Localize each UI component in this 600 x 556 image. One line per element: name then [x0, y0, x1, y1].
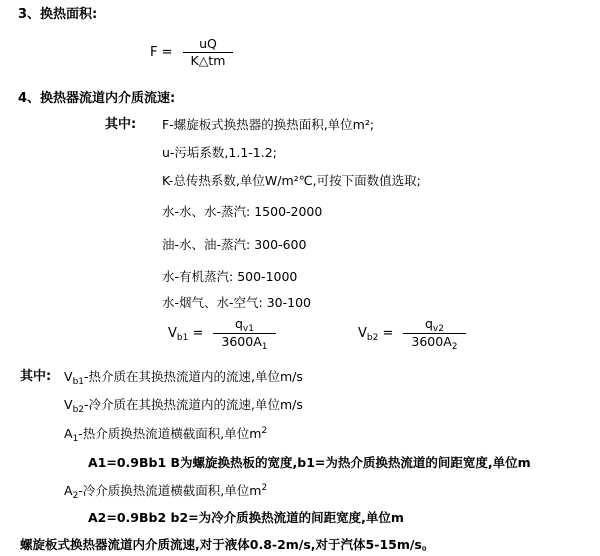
where2-item: $A_2-$冷介质换热流道横截面积,单位$m^2$ — [64, 483, 268, 501]
where2-item: $A_1-$热介质换热流道横截面积,单位$m^2$ — [64, 426, 268, 444]
section-4-heading: 4、换热器流道内介质流速: — [18, 91, 176, 106]
velocity-formula-lhs: $V_{b1}$ = — [168, 326, 204, 344]
where2-item: $V_{b1}-$热介质在其换热流道内的流速,单位m/s — [64, 369, 303, 387]
definition-item: K-总传热系数,单位W/m²℃,可按下面数值选取; — [162, 173, 421, 188]
where-label-1: 其中: — [105, 117, 137, 132]
definition-item: 油-水、油-蒸汽: 300-600 — [162, 237, 307, 252]
definition-item: F-螺旋板式换热器的换热面积,单位m²; — [162, 117, 375, 132]
definition-item: 水-有机蒸汽: 500-1000 — [162, 269, 298, 284]
formula-fraction — [183, 37, 234, 68]
velocity-formula-hot — [168, 318, 276, 351]
where2-item: A1=0.9Bb1 B为螺旋换热板的宽度,b1=为热介质换热流道的间距宽度,单位m — [88, 455, 531, 470]
velocity-fraction — [403, 317, 465, 350]
footer-note: 螺旋板式换热器流道内介质流速,对于液体0.8-2m/s,对于汽体5-15m/s。 — [20, 537, 435, 552]
where2-item: A2=0.9Bb2 b2=为冷介质换热流道的间距宽度,单位m — [88, 510, 404, 525]
velocity-formula-lhs: $V_{b2}$ = — [358, 326, 394, 344]
velocity-numerator: $q_{v1}$ — [213, 317, 275, 334]
formula-numerator: uQ — [183, 37, 234, 53]
definition-item: u-污垢系数,1.1-1.2; — [162, 145, 277, 160]
heat-transfer-area-formula — [150, 38, 233, 69]
definition-item: 水-烟气、水-空气: 30-100 — [162, 295, 311, 310]
definition-item: 水-水、水-蒸汽: 1500-2000 — [162, 204, 323, 219]
formula-denominator: K△tm — [190, 52, 226, 68]
where-label-2: 其中: — [20, 369, 52, 384]
where2-item: $V_{b2}-$冷介质在其换热流道内的流速,单位m/s — [64, 397, 303, 415]
velocity-fraction — [213, 317, 275, 350]
formula-lhs: F = — [150, 45, 173, 61]
velocity-denominator: $3600A_1$ — [221, 333, 268, 352]
section-3-heading: 3、换热面积: — [18, 7, 98, 22]
velocity-numerator: $q_{v2}$ — [403, 317, 465, 334]
velocity-formula-cold — [358, 318, 466, 351]
velocity-denominator: $3600A_2$ — [411, 333, 458, 352]
